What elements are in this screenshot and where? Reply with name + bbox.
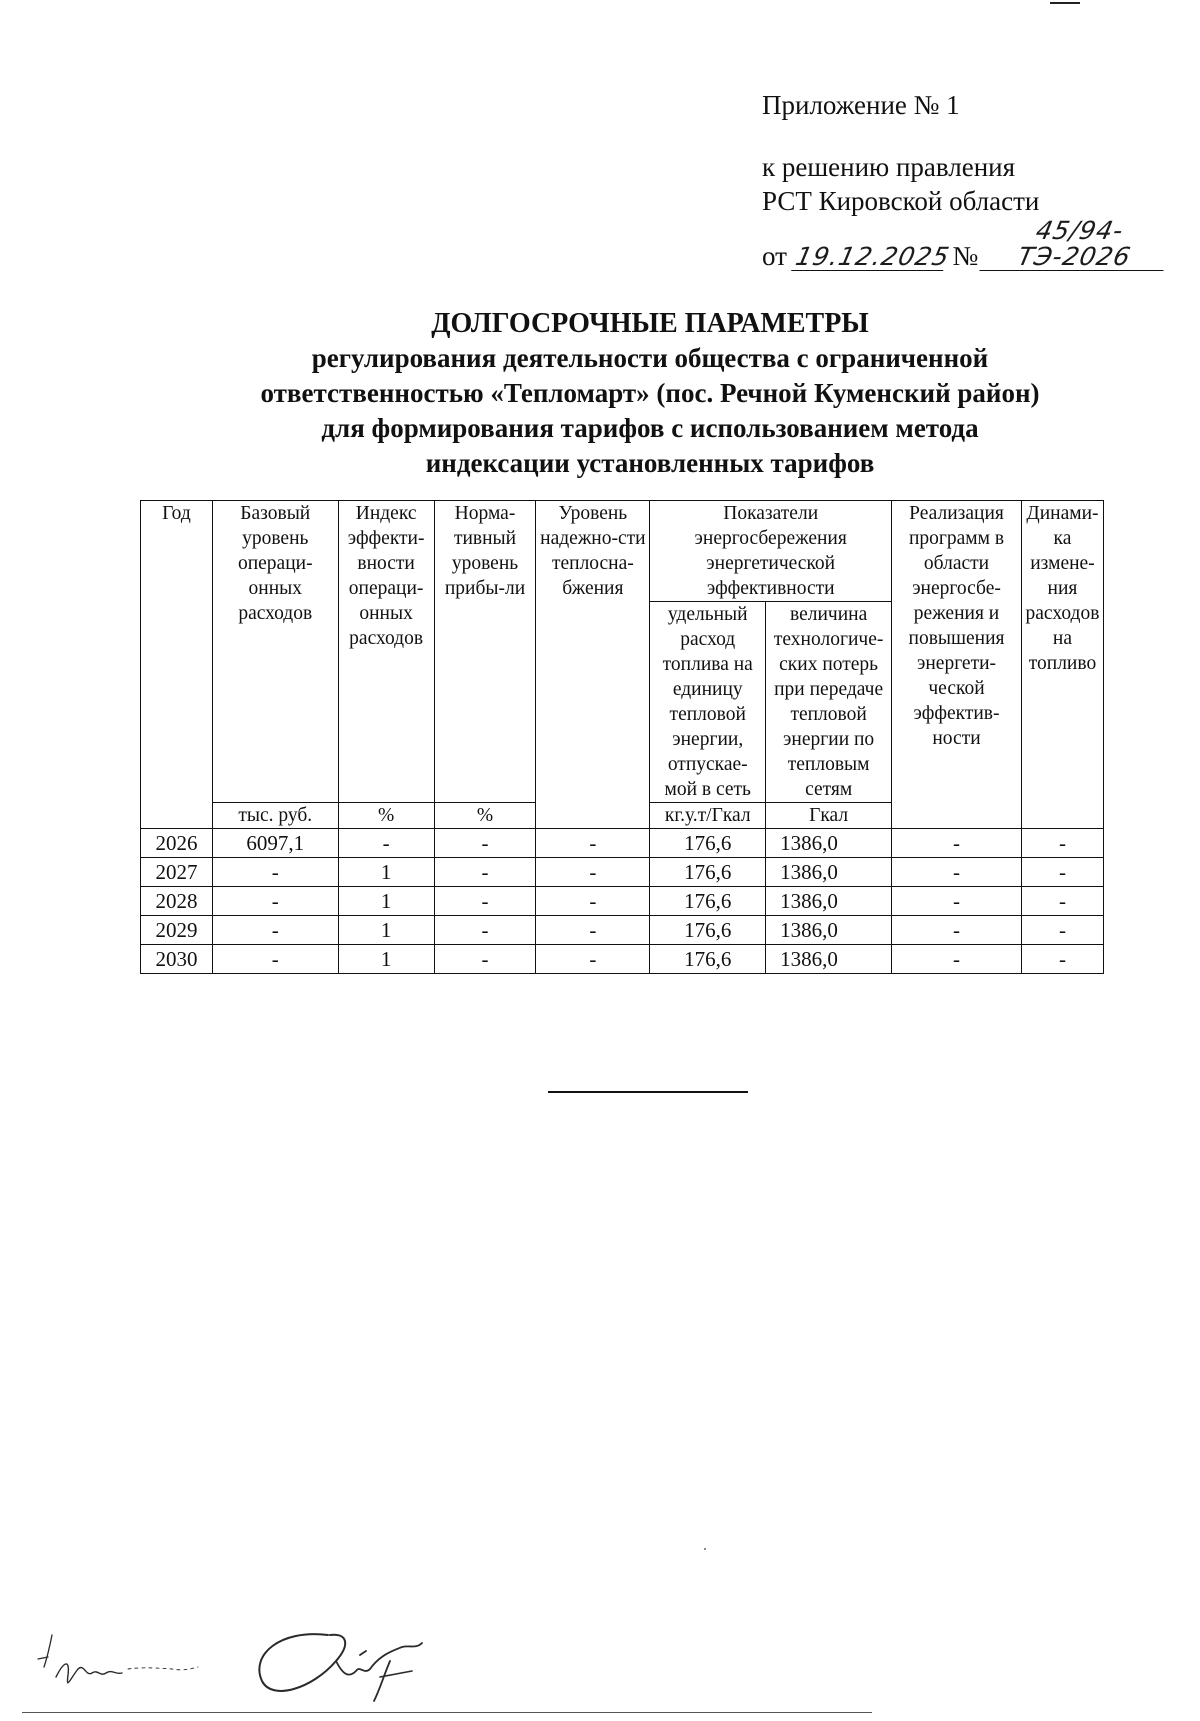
header-base-level: Базовый уровень операци-онных расходов xyxy=(212,501,338,803)
heading-line-5: индексации установленных тарифов xyxy=(425,448,875,478)
cell-programs: - xyxy=(892,916,1022,945)
unit-year-empty xyxy=(141,803,213,829)
cell-base: - xyxy=(212,945,338,974)
heading-line-2: регулирования деятельности общества с ограниченной xyxy=(311,343,989,373)
header-year: Год xyxy=(141,501,213,803)
unit-fuel: кг.у.т/Гкал xyxy=(650,803,766,829)
cell-year: 2030 xyxy=(141,945,213,974)
cell-year: 2027 xyxy=(141,858,213,887)
handwritten-signatures xyxy=(30,1615,450,1715)
cell-base: - xyxy=(212,887,338,916)
unit-base: тыс. руб. xyxy=(212,803,338,829)
cell-programs: - xyxy=(892,829,1022,858)
cell-year: 2028 xyxy=(141,887,213,916)
cell-programs: - xyxy=(892,887,1022,916)
from-label: от xyxy=(762,241,787,271)
table-row xyxy=(141,887,1104,916)
cell-programs: - xyxy=(892,858,1022,887)
cell-norm: - xyxy=(434,916,536,945)
cell-dynamics: - xyxy=(1021,916,1103,945)
header-reliability: Уровень надежно-сти теплосна-бжения xyxy=(536,501,650,829)
heading-title: ДОЛГОСРОЧНЫЕ ПАРАМЕТРЫ xyxy=(431,308,869,339)
table-row xyxy=(141,916,1104,945)
cell-dynamics: - xyxy=(1021,829,1103,858)
heading-line-4: для формирования тарифов с использованием метода xyxy=(321,413,979,443)
cell-index: - xyxy=(338,829,434,858)
cell-year: 2026 xyxy=(141,829,213,858)
cell-base: - xyxy=(212,916,338,945)
cell-reliability: - xyxy=(536,945,650,974)
table-row xyxy=(141,858,1104,887)
unit-losses: Гкал xyxy=(766,803,892,829)
cell-reliability: - xyxy=(536,887,650,916)
cell-norm: - xyxy=(434,887,536,916)
header-energy-group: Показатели энергосбережения энергетической эффективности xyxy=(650,501,892,602)
parameters-table xyxy=(140,500,1104,974)
unit-norm: % xyxy=(434,803,536,829)
cell-base: 6097,1 xyxy=(212,829,338,858)
header-fuel-consumption: удельный расход топлива на единицу тепловой энергии, отпускае-мой в сеть xyxy=(650,602,766,803)
number-label: № xyxy=(952,241,979,271)
table-row xyxy=(141,945,1104,974)
cell-dynamics: - xyxy=(1021,945,1103,974)
top-edge-mark xyxy=(1050,2,1080,4)
cell-index: 1 xyxy=(338,916,434,945)
handwritten-number: 45/94-ТЭ-2026 xyxy=(979,218,1174,271)
cell-norm: - xyxy=(434,858,536,887)
document-heading xyxy=(140,306,1160,481)
cell-fuel: 176,6 xyxy=(650,916,766,945)
cell-losses: 1386,0 xyxy=(766,858,892,887)
cell-losses: 1386,0 xyxy=(766,945,892,974)
table-row xyxy=(141,829,1104,858)
handwritten-date: 19.12.2025 xyxy=(792,242,953,271)
appendix-title: Приложение № 1 xyxy=(762,90,960,120)
cell-reliability: - xyxy=(536,829,650,858)
cell-reliability: - xyxy=(536,858,650,887)
cell-fuel: 176,6 xyxy=(650,945,766,974)
cell-index: 1 xyxy=(338,858,434,887)
scan-speck xyxy=(704,1548,706,1550)
bottom-scan-line xyxy=(22,1712,872,1713)
cell-programs: - xyxy=(892,945,1022,974)
heading-line-3: ответственностью «Тепломарт» (пос. Речной Куменский район) xyxy=(260,378,1040,408)
header-fuel-dynamics: Динами-ка измене-ния расходов на топливо xyxy=(1021,501,1103,829)
appendix-authority-line: РСТ Кировской области xyxy=(762,186,1040,216)
appendix-date-number-line xyxy=(762,218,1169,273)
cell-losses: 1386,0 xyxy=(766,829,892,858)
header-row-1 xyxy=(141,501,1104,602)
unit-index: % xyxy=(338,803,434,829)
cell-fuel: 176,6 xyxy=(650,887,766,916)
header-normative-profit: Норма-тивный уровень прибы-ли xyxy=(434,501,536,803)
cell-norm: - xyxy=(434,945,536,974)
header-heat-losses: величина технологиче-ских потерь при передаче тепловой энергии по тепловым сетям xyxy=(766,602,892,803)
cell-norm: - xyxy=(434,829,536,858)
cell-fuel: 176,6 xyxy=(650,858,766,887)
cell-index: 1 xyxy=(338,945,434,974)
appendix-block xyxy=(762,88,1169,273)
appendix-decision-line: к решению правления xyxy=(762,152,1016,182)
cell-reliability: - xyxy=(536,916,650,945)
cell-fuel: 176,6 xyxy=(650,829,766,858)
cell-dynamics: - xyxy=(1021,887,1103,916)
cell-base: - xyxy=(212,858,338,887)
end-of-document-line xyxy=(548,1091,748,1093)
cell-losses: 1386,0 xyxy=(766,916,892,945)
header-efficiency-index: Индекс эффекти-вности операци-онных расходов xyxy=(338,501,434,803)
header-programs: Реализация программ в области энергосбе-режения и повышения энергети-ческой эффектив-ности xyxy=(892,501,1022,829)
cell-index: 1 xyxy=(338,887,434,916)
cell-losses: 1386,0 xyxy=(766,887,892,916)
cell-dynamics: - xyxy=(1021,858,1103,887)
cell-year: 2029 xyxy=(141,916,213,945)
